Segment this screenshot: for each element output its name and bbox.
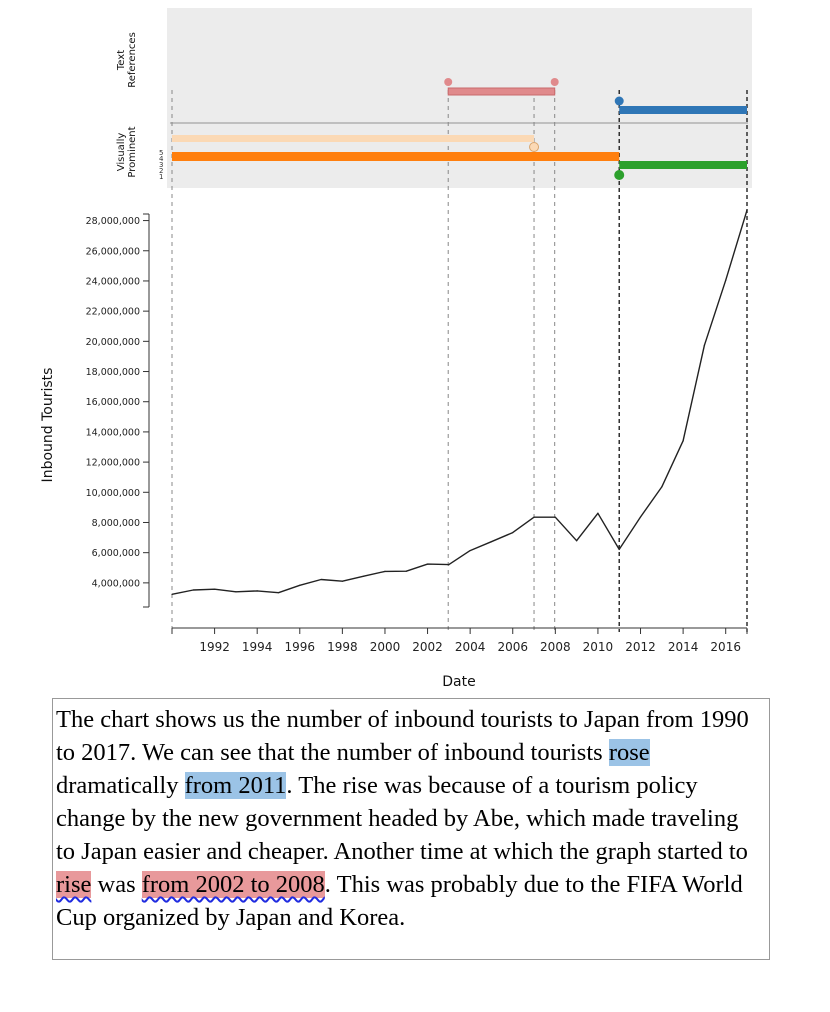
y-tick-label: 24,000,000 bbox=[85, 276, 140, 288]
y-axis-title: Inbound Tourists bbox=[40, 367, 56, 483]
rank-label: 5 bbox=[159, 149, 164, 157]
rank-label: 3 bbox=[159, 161, 164, 169]
prominent-bar bbox=[172, 152, 619, 161]
rank-label: 2 bbox=[159, 167, 164, 175]
x-tick-label: 1996 bbox=[284, 640, 316, 654]
caption-highlight-rose: rose bbox=[608, 739, 650, 766]
data-point bbox=[683, 440, 684, 441]
caption-highlight-from-2011: from 2011 bbox=[184, 772, 287, 799]
x-tick-label: 2004 bbox=[454, 640, 486, 654]
rank-label: 4 bbox=[159, 155, 164, 163]
caption-highlight-from-2002-to-2008: from 2002 to 2008 bbox=[141, 871, 325, 898]
data-point bbox=[704, 345, 705, 346]
data-point bbox=[640, 516, 641, 517]
data-point bbox=[171, 594, 172, 595]
data-point bbox=[427, 564, 428, 565]
data-point bbox=[661, 486, 662, 487]
range-start-marker bbox=[444, 78, 452, 86]
x-tick-label: 2000 bbox=[369, 640, 401, 654]
caption-text-3: . The rise was because of a tourism policy change by the new government headed by Abe, which made traveling to Japan easier and cheaper. Another time at which the graph started to bbox=[56, 772, 748, 865]
data-point bbox=[193, 589, 194, 590]
x-tick-label: 1992 bbox=[199, 640, 230, 654]
y-tick-label: 28,000,000 bbox=[85, 216, 140, 228]
x-tick-label: 2014 bbox=[667, 640, 699, 654]
caption-text-5: . This was probably due to the FIFA World Cup organized by Japan and Korea. bbox=[56, 871, 743, 931]
text-references-label-line2: References bbox=[127, 32, 138, 88]
y-tick-label: 18,000,000 bbox=[85, 367, 140, 379]
y-tick-label: 26,000,000 bbox=[85, 246, 140, 258]
x-tick-label: 1994 bbox=[241, 640, 273, 654]
data-point bbox=[555, 517, 556, 518]
data-point bbox=[278, 592, 279, 593]
x-tick-label: 2006 bbox=[497, 640, 529, 654]
y-tick-label: 4,000,000 bbox=[91, 578, 140, 590]
data-point bbox=[491, 541, 492, 542]
range-start-marker bbox=[614, 170, 624, 180]
visually-prominent-label-line2: Prominent bbox=[127, 126, 138, 178]
data-point bbox=[214, 589, 215, 590]
range-start-marker bbox=[615, 97, 624, 106]
text-reference-bar bbox=[448, 88, 554, 95]
y-tick-label: 16,000,000 bbox=[85, 397, 140, 409]
data-point bbox=[363, 576, 364, 577]
x-tick-label: 2008 bbox=[540, 640, 571, 654]
data-point bbox=[257, 590, 258, 591]
data-point bbox=[235, 591, 236, 592]
x-tick-label: 2012 bbox=[625, 640, 656, 654]
data-point bbox=[342, 581, 343, 582]
text-references-label-line1: Text bbox=[116, 49, 127, 71]
y-tick-label: 22,000,000 bbox=[85, 306, 140, 318]
x-axis-title: Date bbox=[442, 674, 476, 690]
text-reference-bar bbox=[619, 106, 747, 114]
data-point bbox=[746, 210, 747, 211]
rank-label: 1 bbox=[159, 173, 164, 181]
y-tick-label: 12,000,000 bbox=[85, 457, 140, 469]
visually-prominent-label-line1: Visually bbox=[116, 132, 127, 172]
series-line bbox=[172, 210, 747, 594]
range-end-marker bbox=[551, 78, 559, 86]
data-point bbox=[320, 579, 321, 580]
data-point bbox=[576, 540, 577, 541]
prominent-bar bbox=[172, 135, 534, 142]
range-end-marker bbox=[530, 143, 539, 152]
caption-text-1: The chart shows us the number of inbound tourists to Japan from 1990 to 2017. We can see that the number of inbound tourists bbox=[56, 706, 749, 766]
caption-text-2: dramatically bbox=[56, 772, 185, 799]
data-point bbox=[533, 517, 534, 518]
data-point bbox=[725, 280, 726, 281]
prominent-bar bbox=[619, 161, 747, 169]
x-tick-label: 1998 bbox=[327, 640, 358, 654]
y-tick-label: 10,000,000 bbox=[85, 487, 140, 499]
data-point bbox=[512, 532, 513, 533]
y-tick-label: 6,000,000 bbox=[91, 548, 140, 560]
caption-text-box bbox=[52, 698, 770, 960]
data-point bbox=[597, 513, 598, 514]
caption-text-4: was bbox=[91, 871, 142, 898]
x-tick-label: 2002 bbox=[412, 640, 443, 654]
caption-highlight-rise: rise bbox=[56, 871, 92, 898]
data-point bbox=[384, 571, 385, 572]
data-point bbox=[299, 585, 300, 586]
data-point bbox=[448, 564, 449, 565]
y-tick-label: 14,000,000 bbox=[85, 427, 140, 439]
x-tick-label: 2016 bbox=[710, 640, 741, 654]
data-point bbox=[470, 550, 471, 551]
y-tick-label: 20,000,000 bbox=[85, 336, 140, 348]
y-tick-label: 8,000,000 bbox=[91, 517, 140, 529]
data-point bbox=[406, 571, 407, 572]
x-tick-label: 2010 bbox=[582, 640, 614, 654]
data-point bbox=[619, 549, 620, 550]
